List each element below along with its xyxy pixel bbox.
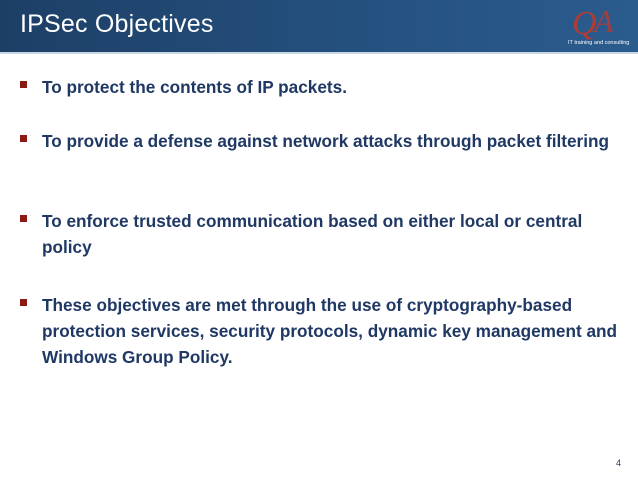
slide-header: [0, 0, 638, 52]
bullet-text: To provide a defense against network attacks through packet filtering: [42, 131, 609, 151]
slide-title: IPSec Objectives: [20, 10, 214, 38]
bullet-text: These objectives are met through the use of cryptography-based protection services, security protocols, dynamic key management and Windows Group Policy.: [42, 295, 618, 367]
svg-text:A: A: [594, 3, 614, 39]
square-bullet-icon: [20, 81, 27, 88]
logo-tagline: IT training and consulting: [568, 40, 630, 46]
svg-text:Q: Q: [572, 5, 597, 42]
square-bullet-icon: [20, 135, 27, 142]
header-divider: [0, 52, 638, 54]
qa-logo: [566, 2, 634, 50]
qa-logo-mark-icon: [566, 2, 634, 42]
square-bullet-icon: [20, 299, 27, 306]
square-bullet-icon: [20, 215, 27, 222]
page-number: 4: [616, 458, 622, 468]
bullet-text: To enforce trusted communication based on either local or central policy: [42, 211, 583, 257]
bullet-text: To protect the contents of IP packets.: [42, 77, 347, 97]
